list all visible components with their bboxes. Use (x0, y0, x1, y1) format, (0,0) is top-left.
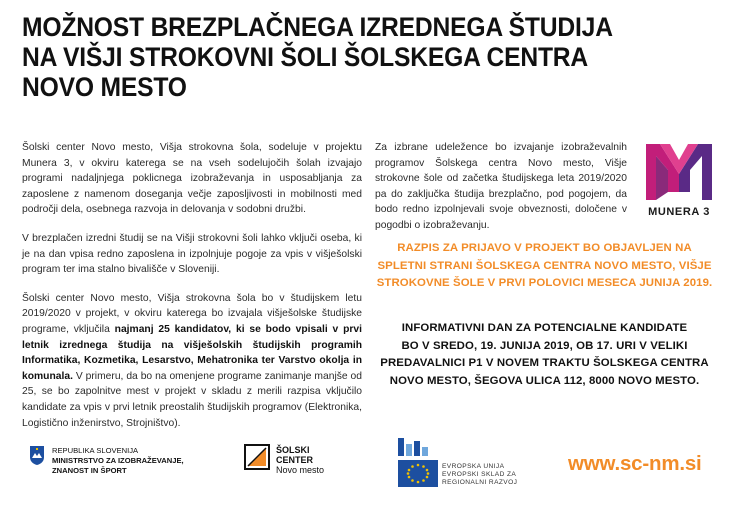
munera-logo-text: MUNERA 3 (648, 206, 710, 218)
registration-announcement (372, 240, 717, 293)
info-day-announcement (372, 320, 717, 390)
headline-line-1: MOŽNOST BREZPLAČNEGA IZREDNEGA ŠTUDIJA (22, 12, 613, 42)
left-paragraph-3-bold: najmanj 25 kandidatov, ki se bodo vpisali v prvi letnik izrednega študija na višješolskih študijskih programih Informatika, Kozmetika, Lesarstvo, Mehatronika ter Varstvo okolja in komunala. (22, 323, 362, 382)
eu-logo-text (442, 463, 552, 487)
registration-line-3: STROKOVNE ŠOLE V PRVI POLOVICI MESECA JUNIJA 2019. (376, 277, 713, 289)
eu-line-1: EVROPSKA UNIJA (442, 463, 505, 470)
school-center-text (276, 445, 366, 475)
info-day-line-4: NOVO MESTO, ŠEGOVA ULICA 112, 8000 NOVO MESTO. (389, 374, 700, 387)
info-day-line-2: BO V SREDO, 19. JUNIJA 2019, OB 17. URI V VELIKI (401, 339, 688, 352)
left-paragraph-3-start: Šolski center Novo mesto, Višja strokovna šola bo v študijskem letu 2019/2020 v projekt, v okviru katerega bo izvajala višješolske študijske programe, vključila (22, 292, 362, 335)
headline (22, 12, 673, 102)
registration-line-1: RAZPIS ZA PRIJAVO V PROJEKT BO OBJAVLJEN NA (397, 242, 692, 254)
left-paragraph-3-end: V primeru, da bo na omenjene programe zanimanje manjše od 25, se bo zapolnitve mest v projekt v skladu z merili razpisa vključilo kandidate za vpis v prvi letnik preostalih študijskih programov (Elektronika, Logistično inženirstvo, Strojništvo). (22, 370, 362, 429)
munera-m-icon (640, 140, 718, 206)
left-paragraph-2: V brezplačen izredni študij se na Višji strokovni šoli lahko vključi oseba, ki je na dan vpisa redno zaposlena in izpolnjuje pogoje za vpis v višješolski program ter ima stalno bivališče v Sloveniji. (22, 232, 362, 276)
info-day-line-1: INFORMATIVNI DAN ZA POTENCIALNE KANDIDATE (401, 322, 688, 334)
left-column (22, 140, 362, 444)
eu-line-3: REGIONALNI RAZVOJ (442, 479, 518, 486)
left-paragraph-1: Šolski center Novo mesto, Višja strokovna šola, sodeluje v projektu Munera 3, v okviru katerega se na vseh sodelujočih šolah izvajajo programi nadaljnjega poklicnega izobraževanja in usposabljanja za zaposlene z namenom doseganja večje zaposljivosti in mobilnosti med področji dela, osebnega razvoja in delovanja v sodobni družbi. (22, 142, 362, 216)
ministry-line-2: MINISTRSTVO ZA IZOBRAŽEVANJE, (52, 455, 184, 465)
ministry-line-3: ZNANOST IN ŠPORT (52, 465, 127, 475)
headline-line-3: NOVO MESTO (22, 72, 187, 102)
eu-fund-graphic-icon (396, 436, 430, 458)
website-link[interactable]: www.sc-nm.si (568, 452, 702, 475)
eu-flag-icon (398, 460, 438, 487)
school-center-line-1: ŠOLSKI (276, 445, 310, 455)
school-center-icon (244, 444, 270, 470)
registration-line-2: SPLETNI STRANI ŠOLSKEGA CENTRA NOVO MESTO, VIŠJE (377, 259, 712, 272)
school-center-line-3: Novo mesto (276, 465, 325, 475)
info-day-line-3: PREDAVALNICI P1 V NOVEM TRAKTU ŠOLSKEGA CENTRA (380, 357, 709, 369)
left-paragraph-3 (22, 291, 362, 431)
slovenia-crest-icon (30, 446, 44, 465)
school-center-line-2: CENTER (276, 455, 314, 465)
ministry-logo-text (52, 446, 252, 475)
right-paragraph: Za izbrane udeležence bo izvajanje izobraževalnih programov Šolskega centra Novo mesto, Višje strokovne šole od začetka študijskega leta 2019/2020 pa do zaključka študija brezplačno, pod pogojem, da bodo redno izpolnjevali svoje obveznosti, določene v pogodbi o izobraževanju. (375, 142, 627, 231)
ministry-line-1: REPUBLIKA SLOVENIJA (52, 446, 139, 455)
headline-line-2: NA VIŠJI STROKOVNI ŠOLI ŠOLSKEGA CENTRA (22, 42, 589, 72)
eu-line-2: EVROPSKI SKLAD ZA (442, 471, 517, 478)
